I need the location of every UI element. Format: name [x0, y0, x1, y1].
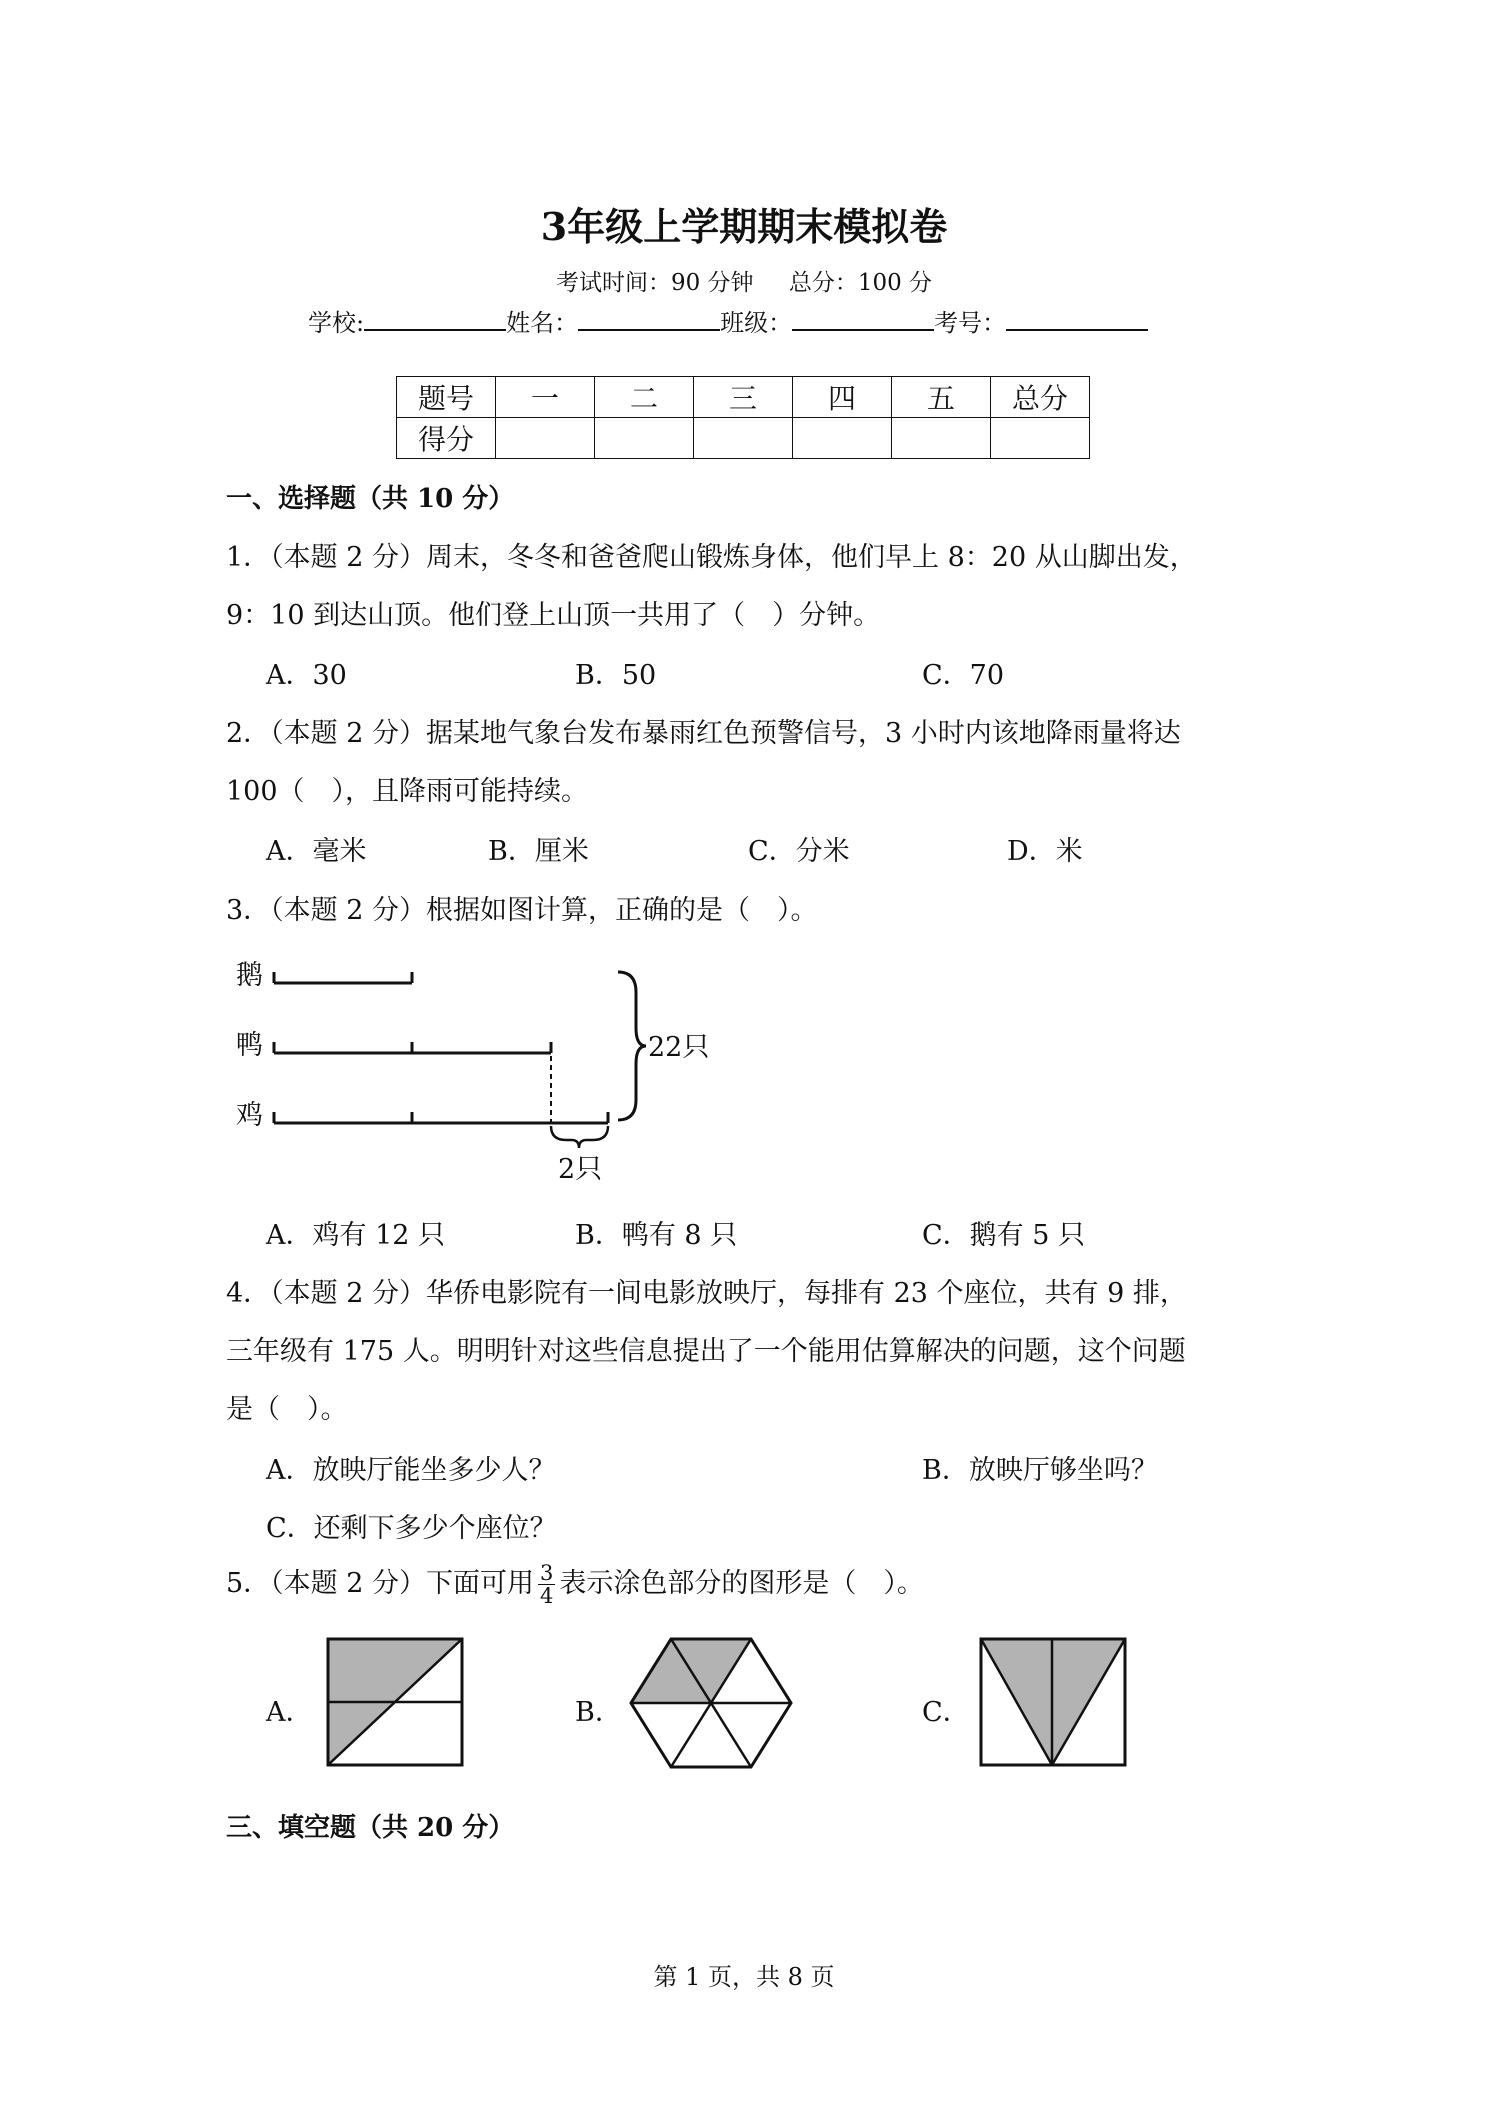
score-cell: 得分 — [397, 418, 496, 459]
q5-line1 — [226, 1561, 924, 1607]
class-field[interactable] — [792, 307, 934, 331]
q5-option-c[interactable]: C． — [922, 1697, 970, 1728]
total-brace — [618, 972, 646, 1120]
fraction-denominator: 4 — [540, 1584, 554, 1608]
diff-label: 2只 — [558, 1154, 603, 1185]
q4-option-c[interactable]: C．还剩下多少个座位？ — [266, 1513, 557, 1544]
q1-line2: 9：10 到达山顶。他们登上山顶一共用了（ ）分钟。 — [226, 600, 881, 631]
score-table-row — [397, 418, 1090, 459]
fraction-numerator: 3 — [540, 1561, 554, 1585]
exam-total: 总分：100 分 — [788, 270, 933, 296]
q4-line3: 是（ ）。 — [226, 1394, 348, 1425]
q5-prefix: 5．（本题 2 分）下面可用 — [226, 1568, 535, 1599]
score-cell: 总分 — [991, 377, 1090, 418]
score-table-header — [397, 377, 1090, 418]
q1-option-a[interactable]: A．30 — [266, 660, 347, 691]
school-field[interactable] — [364, 307, 506, 331]
exam-time: 考试时间：90 分钟 — [555, 270, 754, 296]
score-input-cell[interactable] — [694, 418, 793, 459]
three-quarters-fraction — [538, 1562, 555, 1607]
duck-label: 鸭 — [236, 1030, 263, 1061]
q2-option-b[interactable]: B．厘米 — [488, 836, 589, 867]
q1-option-b[interactable]: B．50 — [575, 660, 657, 691]
score-cell: 四 — [793, 377, 892, 418]
section-heading-fill: 三、填空题（共 20 分） — [226, 1813, 515, 1843]
q1-line1: 1．（本题 2 分）周末，冬冬和爸爸爬山锻炼身体，他们早上 8：20 从山脚出发， — [226, 542, 1197, 573]
name-field[interactable] — [578, 307, 720, 331]
q3-option-b[interactable]: B．鸭有 8 只 — [575, 1220, 738, 1251]
class-label: 班级： — [720, 309, 793, 337]
page-footer: 第 1 页，共 8 页 — [653, 1963, 835, 1991]
score-cell: 三 — [694, 377, 793, 418]
q3-option-c[interactable]: C．鹅有 5 只 — [922, 1220, 1086, 1251]
score-cell: 题号 — [397, 377, 496, 418]
exam-no-field[interactable] — [1006, 307, 1148, 331]
score-table — [396, 376, 1090, 459]
q3-line1: 3．（本题 2 分）根据如图计算，正确的是（ ）。 — [226, 895, 818, 926]
section-heading-choice: 一、选择题（共 10 分） — [226, 484, 515, 514]
score-input-cell[interactable] — [892, 418, 991, 459]
q2-line1: 2．（本题 2 分）据某地气象台发布暴雨红色预警信号，3 小时内该地降雨量将达 — [226, 718, 1181, 749]
q5-figure-b[interactable] — [626, 1637, 796, 1769]
score-cell: 二 — [595, 377, 694, 418]
q4-line2: 三年级有 175 人。明明针对这些信息提出了一个能用估算解决的问题，这个问题 — [226, 1336, 1186, 1367]
q4-option-a[interactable]: A．放映厅能坐多少人？ — [266, 1455, 556, 1486]
score-cell: 一 — [496, 377, 595, 418]
diff-brace — [551, 1126, 608, 1148]
page-title: 3年级上学期期末模拟卷 — [540, 204, 948, 249]
q5-suffix: 表示涂色部分的图形是（ ）。 — [559, 1568, 924, 1599]
q2-option-c[interactable]: C．分米 — [748, 836, 850, 867]
q4-option-b[interactable]: B．放映厅够坐吗？ — [922, 1455, 1158, 1486]
goose-label: 鹅 — [236, 960, 263, 991]
q1-option-c[interactable]: C．70 — [922, 660, 1005, 691]
exam-no-label: 考号： — [934, 309, 1007, 337]
school-label: 学校: — [308, 309, 365, 337]
score-input-cell[interactable] — [595, 418, 694, 459]
score-input-cell[interactable] — [991, 418, 1090, 459]
q4-line1: 4．（本题 2 分）华侨电影院有一间电影放映厅，每排有 23 个座位，共有 9 排， — [226, 1278, 1187, 1309]
student-info — [308, 303, 1148, 338]
q5-option-a[interactable]: A． — [266, 1697, 313, 1728]
q2-option-a[interactable]: A．毫米 — [266, 836, 367, 867]
q5-figure-c[interactable] — [979, 1637, 1129, 1769]
name-label: 姓名： — [506, 309, 579, 337]
score-input-cell[interactable] — [793, 418, 892, 459]
q3-segment-diagram — [226, 950, 746, 1200]
q2-option-d[interactable]: D．米 — [1007, 836, 1083, 867]
q5-option-b[interactable]: B． — [575, 1697, 622, 1728]
score-input-cell[interactable] — [496, 418, 595, 459]
score-cell: 五 — [892, 377, 991, 418]
exam-meta — [0, 264, 1488, 297]
chicken-label: 鸡 — [236, 1100, 263, 1131]
total-label: 22只 — [648, 1032, 710, 1063]
q2-line2: 100（ ），且降雨可能持续。 — [226, 776, 589, 807]
q5-figure-a[interactable] — [326, 1637, 466, 1769]
q3-option-a[interactable]: A．鸡有 12 只 — [266, 1220, 446, 1251]
